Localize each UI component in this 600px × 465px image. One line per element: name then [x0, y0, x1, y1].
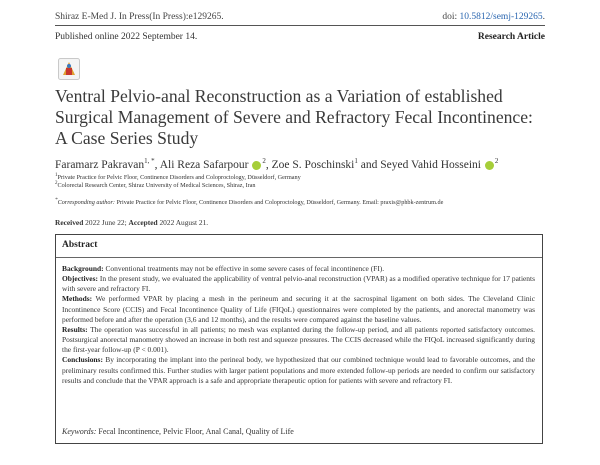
- author-name[interactable]: Ali Reza Safarpour: [159, 158, 249, 171]
- abstract-conclusions: [62, 355, 535, 385]
- author-name[interactable]: Zoe S. Poschinski: [271, 158, 355, 171]
- abstract-background: [62, 264, 535, 274]
- doi-link[interactable]: 10.5812/semj-129265: [459, 12, 543, 22]
- doi-prefix: doi:: [442, 12, 460, 22]
- corresponding-text: Private Practice for Pelvic Floor, Continence Disorders and Coloproctology, Düsseldorf, Germany. Email: praxis@phbk-zentrum.de: [114, 199, 444, 207]
- abstract-heading: Abstract: [62, 240, 98, 250]
- abstract-rule: [56, 257, 542, 258]
- received-label: Received: [55, 218, 84, 227]
- section-label: Conclusions:: [62, 355, 103, 365]
- abstract-objectives: [62, 274, 535, 294]
- author-sup: 2: [494, 157, 499, 165]
- author-sup: 2: [262, 157, 266, 165]
- article-type: Research Article: [477, 32, 545, 42]
- received-date: 2022 June 22;: [83, 218, 129, 227]
- abstract-results: [62, 325, 535, 355]
- keywords: [62, 427, 536, 436]
- affiliation-sup: 2: [55, 181, 58, 186]
- journal-citation: Shiraz E-Med J. In Press(In Press):e129265.: [55, 12, 224, 22]
- section-text: In the present study, we evaluated the applicability of ventral pelvio-anal reconstruction (VPAR) as a modified operative technique for 17 patients with severe and refractory FI.: [62, 274, 535, 294]
- orcid-icon[interactable]: [252, 161, 261, 170]
- section-text: By incorporating the implant into the perineal body, we hypothesized that our combined technique would lead to favorable outcomes, and the preliminary results confirmed this. Further studies with larger patient populations and more extended follow-up periods are needed to confirm our satisfactory results and conclude that the VPAR approach is a safe and appropriate therapeutic option for patients with severe and refractory FI.: [62, 355, 535, 385]
- header-rule: [55, 25, 545, 26]
- corresponding-label: Corresponding author:: [57, 199, 115, 207]
- corresponding-sup: *: [55, 197, 58, 203]
- author-name[interactable]: Faramarz Pakravan: [55, 158, 145, 171]
- abstract-methods: [62, 294, 535, 324]
- keywords-text: Fecal Incontinence, Pelvic Floor, Anal Canal, Quality of Life: [96, 427, 294, 436]
- section-text: The operation was successful in all patients; no mesh was explanted during the follow-up period, and all patients reported satisfactory outcomes. Postsurgical anorectal manometry showed an increase in both rest and squeeze pressures. The CCIS decreased while the FIQoL increased significantly during the first-year follow-up (P < 0.001).: [62, 324, 535, 355]
- section-label: Background:: [62, 264, 104, 273]
- orcid-icon[interactable]: [485, 161, 494, 170]
- journal-logo-icon[interactable]: [58, 58, 80, 80]
- section-label: Methods:: [62, 294, 93, 304]
- author-sup: 1, *: [144, 157, 155, 165]
- section-label: Objectives:: [62, 274, 98, 284]
- author-list: Faramarz Pakravan$^{1, *}$, Ali Reza Safarpour $^2$, Zoe S. Poschinski$^1$ and Seyed Vahid Hosseini $^2$: [55, 157, 499, 171]
- author-conjunction: and: [360, 158, 378, 171]
- affiliation-text: Colorectal Research Center, Shiraz University of Medical Sciences, Shiraz, Iran: [57, 182, 256, 190]
- running-header: [55, 12, 545, 22]
- abstract-box: [55, 234, 543, 444]
- author-name[interactable]: Seyed Vahid Hosseini: [380, 158, 481, 171]
- accepted-label: Accepted: [128, 218, 158, 227]
- publication-row: [55, 32, 545, 42]
- doi: [442, 12, 545, 22]
- doi-suffix: .: [542, 12, 545, 22]
- article-title: Ventral Pelvio-anal Reconstruction as a Variation of established Surgical Management of Severe and Refractory Fecal Incontinence: A Case Series Study: [55, 86, 533, 148]
- keywords-label: Keywords:: [62, 427, 97, 436]
- received-accepted-dates: [55, 218, 545, 227]
- section-text: We performed VPAR by placing a mesh in the perineum and securing it at the sacrospinal ligament on both sides. The Cleveland Clinic Incontinence Score (CCIS) and Fecal Incontinence Quality of Life (FIQoL) questionnaires were completed by the patients, and anorectal manometry was performed before and after the operation (3,6 and 12 months), and the results were compared against the baseline values.: [62, 294, 535, 324]
- affiliation: [55, 180, 545, 190]
- section-label: Results:: [62, 324, 88, 334]
- affiliation-sup: 1: [55, 173, 58, 178]
- author-sup: 1: [354, 157, 358, 165]
- published-date: Published online 2022 September 14.: [55, 32, 198, 42]
- affiliation-text: Private Practice for Pelvic Floor, Continence Disorders and Coloproctology, Düsseldorf, Germany: [57, 174, 301, 182]
- accepted-date: 2022 August 21.: [157, 218, 209, 227]
- section-text: Conventional treatments may not be effective in some severe cases of fecal incontinence (FI).: [103, 264, 385, 273]
- corresponding-author: [55, 197, 545, 206]
- abstract-body: [62, 264, 535, 386]
